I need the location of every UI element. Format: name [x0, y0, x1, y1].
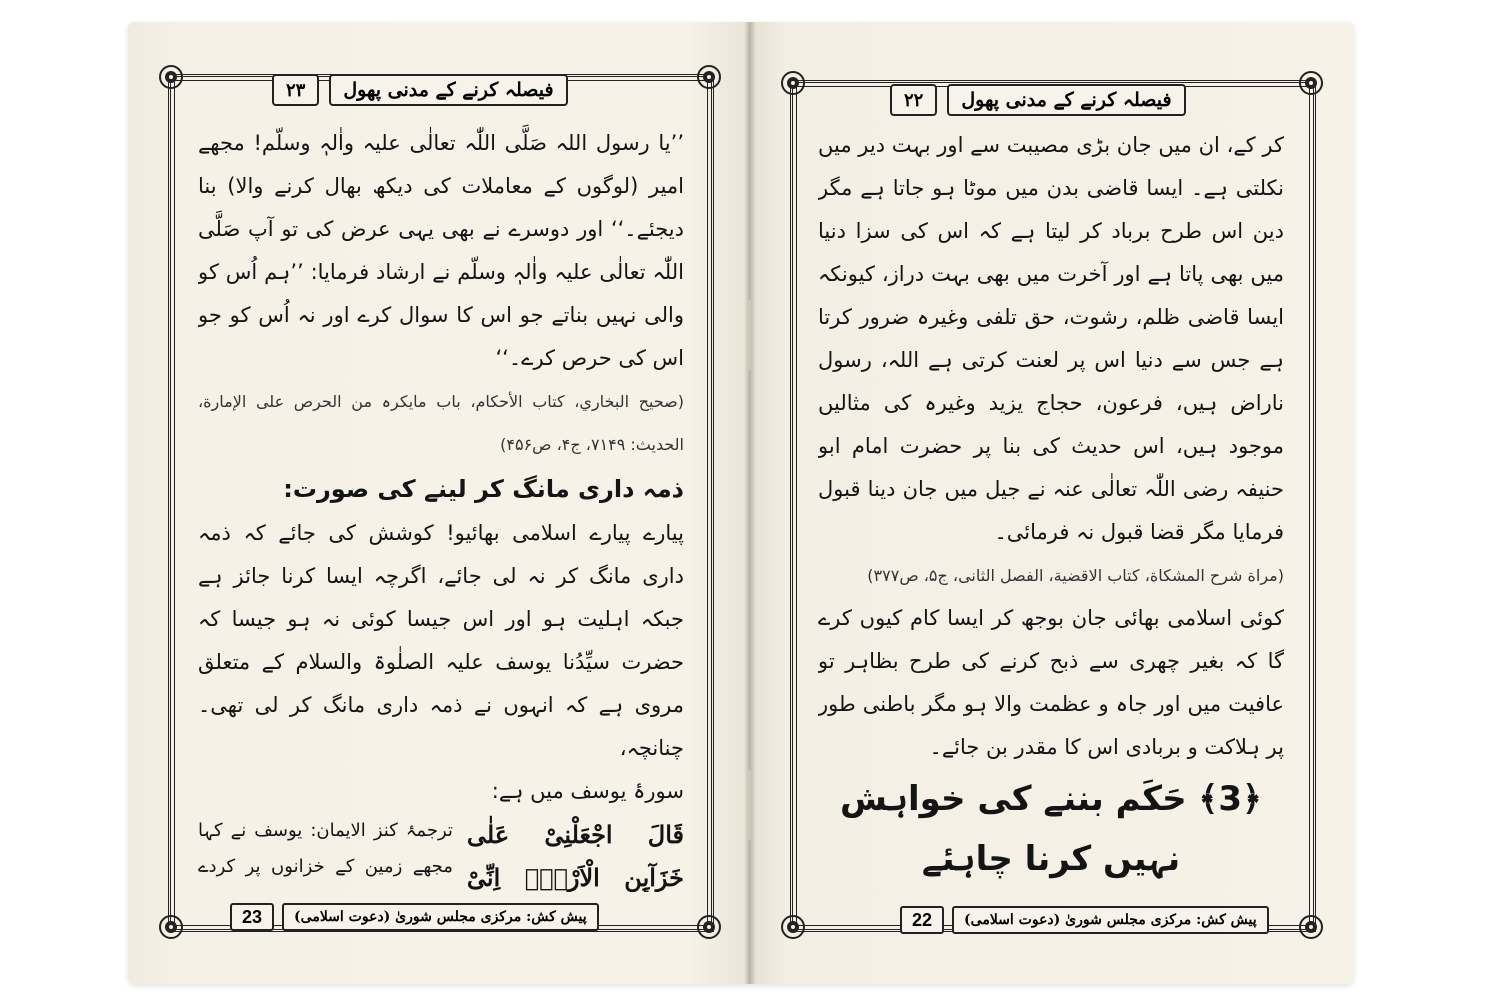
paragraph: کوئی اسلامی بھائی جان بوجھ کر ایسا کام کیوں کرے گا کہ بغیر چھری سے ذبح کرنے کی طرح بظاہر تو عافیت میں اور جاہ و عظمت والا ہو مگر باطنی طور پر ہلاکت و بربادی اس کا مقدر بن جائے۔	[818, 606, 1284, 759]
corner-ornament-icon	[694, 912, 724, 942]
corner-ornament-icon	[156, 912, 186, 942]
paragraph: سورۂ یوسف میں ہے:	[491, 779, 684, 803]
corner-ornament-icon	[778, 68, 808, 98]
right-page-body	[818, 124, 1284, 894]
verse-block	[198, 813, 684, 892]
paragraph	[818, 889, 1284, 894]
publisher-credit: پیش کش: مرکزی مجلس شوریٰ (دعوت اسلامی)	[282, 903, 599, 931]
page-number-bottom: 23	[230, 903, 274, 931]
paragraph: کر کے، ان میں جان بڑی مصیبت سے اور بہت دیر میں نکلتی ہے۔ ایسا قاضی بدن میں موٹا ہو جاتا ہے مگر دین اس طرح برباد کر لیتا ہے کہ اس کی سزا دنیا میں بھی پاتا ہے اور آخرت میں بھی بہت دراز، کیونکہ ایسا قاضی ظلم، رشوت، حق تلفی وغیرہ ضرور کرتا ہے جس سے دنیا اس پر لعنت کرتی ہے اللہ، رسول ناراض ہیں، فرعون، حجاج یزید وغیرہ کی مثالیں موجود ہیں، اس حدیث کی بنا پر حضرت امام ابو حنیفہ رضی اللّٰہ تعالٰی عنہ نے جیل میں جان دینا قبول فرمایا مگر قضا قبول نہ فرمائی۔	[818, 133, 1284, 544]
corner-ornament-icon	[1296, 912, 1326, 942]
staple	[748, 300, 751, 370]
page-number-top: ۲۳	[272, 74, 319, 106]
publisher-credit: پیش کش: مرکزی مجلس شوریٰ (دعوت اسلامی)	[952, 906, 1269, 934]
reference: (مراة شرح المشکاة، کتاب الاقضیة، الفصل الثانی، ج۵، ص۳۷۷)	[867, 566, 1284, 585]
page-number-top: ۲۲	[890, 84, 937, 116]
right-page-footer	[900, 906, 1269, 934]
staple	[748, 770, 751, 840]
page-number-bottom: 22	[900, 906, 944, 934]
paragraph: ’’یا رسول اللہ صَلَّی اللّٰہ تعالٰی علیہ واٰلہٖ وسلّم! مجھے امیر (لوگوں کے معاملات کی دیکھ بھال کرنے والا) بنا دیجئے۔‘‘ اور دوسرے نے بھی یہی عرض کی تو آپ صَلَّی اللّٰہ تعالٰی علیہ واٰلہٖ وسلّم نے ارشاد فرمایا: ’’ہم اُس کو والی نہیں بناتے جو اس کا سوال کرے اور نہ اُس کو جو اس کی حرص کرے۔‘‘	[198, 131, 684, 370]
running-title: فیصلہ کرنے کے مدنی پھول	[329, 74, 567, 106]
paragraph: پیارے پیارے اسلامی بھائیو! کوشش کی جائے کہ ذمہ داری مانگ کر نہ لی جائے، اگرچہ ایسا کرنا جائز ہے جبکہ اہلیت ہو اور اس جیسا کوئی نہ ہو جیسا کہ حضرت سیِّدُنا یوسف علیہ الصلٰوۃ والسلام کے متعلق مروی ہے کہ انہوں نے ذمہ داری مانگ کر لی تھی۔ چنانچہ،	[198, 521, 684, 760]
right-page-header	[890, 84, 1186, 116]
corner-ornament-icon	[1296, 68, 1326, 98]
reference: (صحیح البخاري، کتاب الأحکام، باب مایکرہ من الحرص علی الإمارة، الحدیث: ۷۱۴۹، ج۴، ص۴۵۶)	[198, 392, 684, 454]
left-page-header	[272, 74, 568, 106]
left-page-body	[198, 122, 684, 892]
verse-translation: ترجمۂ کنز الایمان: یوسف نے کہا مجھے زمین کے خزانوں پر کردے	[198, 820, 453, 877]
running-title: فیصلہ کرنے کے مدنی پھول	[947, 84, 1185, 116]
section-heading: ذمہ داری مانگ کر لینے کی صورت:	[283, 475, 684, 503]
quran-verse: قَالَ اجْعَلْنِیْ عَلٰی خَزَآىِٕنِ الْاَرْضِۚ اِنِّیْ	[466, 820, 684, 892]
corner-ornament-icon	[694, 62, 724, 92]
section-heading: ﴿3﴾ حَکَم بننے کی خواہش نہیں کرنا چاہئے	[840, 779, 1262, 879]
left-page-footer	[230, 903, 599, 931]
corner-ornament-icon	[156, 62, 186, 92]
corner-ornament-icon	[778, 912, 808, 942]
